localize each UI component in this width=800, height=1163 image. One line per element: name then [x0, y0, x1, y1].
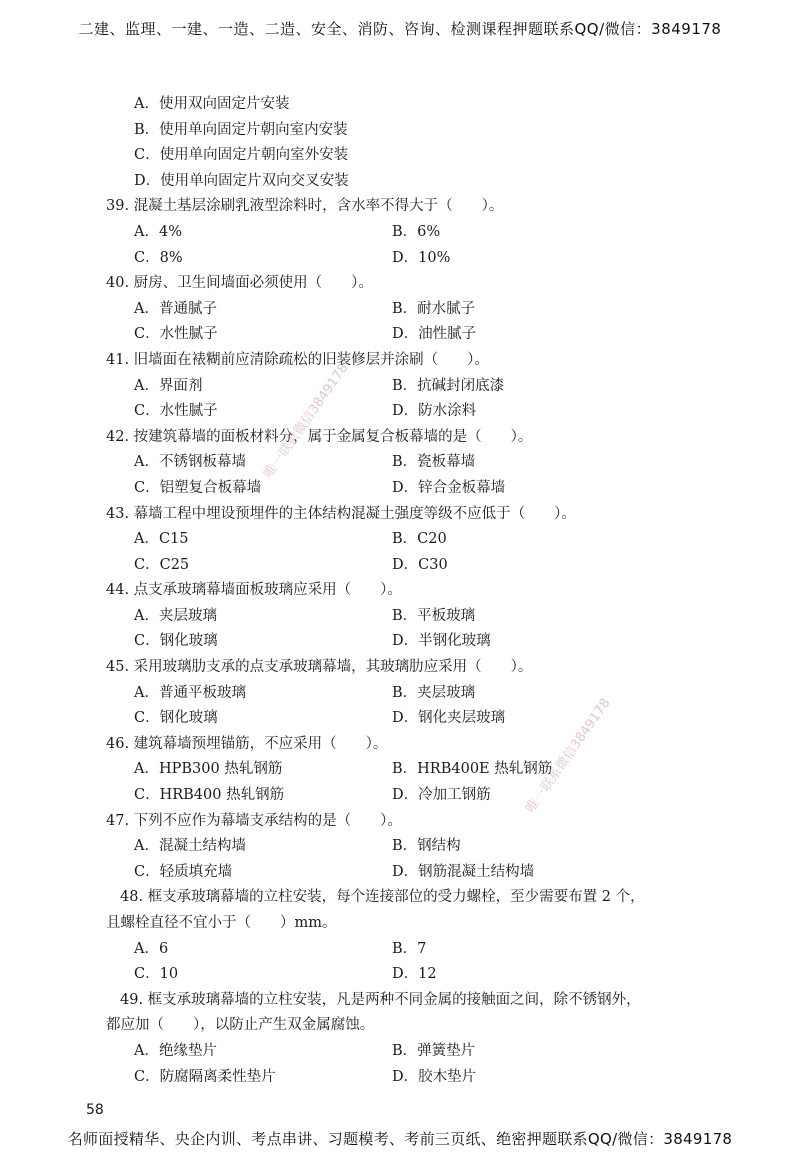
option-row [0, 706, 800, 732]
option-row [0, 629, 800, 655]
option-row [0, 476, 800, 502]
option-b: B．耐水腻子 [392, 300, 476, 317]
option-c: C．水性腻子 [134, 326, 218, 343]
option-a: A．界面剂 [134, 377, 203, 394]
question-stem-44: 44. 点支承玻璃幕墙面板玻璃应采用（ ）。 [106, 582, 402, 599]
page-number: 58 [86, 1102, 104, 1118]
option-b: B．弹簧垫片 [392, 1042, 476, 1059]
option-a: A．HPB300 热轧钢筋 [134, 761, 283, 778]
option-row [0, 322, 800, 348]
question-stem-41: 41. 旧墙面在裱糊前应清除疏松的旧装修层并涂刷（ ）。 [106, 351, 489, 368]
option-c: C．轻质填充墙 [134, 863, 233, 880]
option-a: A．6 [134, 940, 169, 957]
option-c: C．水性腻子 [134, 403, 218, 420]
option-b: B．7 [392, 940, 427, 957]
option-a: A．使用双向固定片安装 [134, 96, 290, 112]
option-b: B．6% [392, 223, 441, 240]
question-content [0, 92, 800, 1090]
option-a: A．4% [134, 223, 182, 240]
option-d: D．胶木垫片 [392, 1068, 477, 1085]
question-stem-49: 49. 框支承玻璃幕墙的立柱安装，凡是两种不同金属的接触面之间，除不锈钢外， [120, 991, 641, 1008]
question-stem-39: 39. 混凝土基层涂刷乳液型涂料时，含水率不得大于（ ）。 [106, 198, 504, 215]
option-b: B．C20 [392, 531, 447, 548]
option-c: C．8% [134, 249, 183, 266]
intro-option-row [0, 143, 800, 169]
question-stem-43: 43. 幕墙工程中埋设预埋件的主体结构混凝土强度等级不应低于（ ）。 [106, 505, 576, 522]
watermark: 唯一联系微信3849178 [261, 360, 352, 481]
watermark: 唯一联系微信3849178 [523, 695, 614, 816]
question-stem-48: 48. 框支承玻璃幕墙的立柱安装，每个连接部位的受力螺栓，至少需要布置 2 个， [120, 889, 645, 906]
option-b: B．HRB400E 热轧钢筋 [392, 761, 553, 778]
option-a: A．不锈钢板幕墙 [134, 454, 246, 471]
question-stem-40: 40. 厨房、卫生间墙面必须使用（ ）。 [106, 275, 373, 292]
option-row [0, 604, 800, 630]
option-row [0, 297, 800, 323]
option-c: C．C25 [134, 556, 190, 573]
option-d: D．钢化夹层玻璃 [392, 710, 506, 727]
header-banner: 二建、监理、一建、一造、二造、安全、消防、咨询、检测课程押题联系QQ/微信：3849178 [78, 20, 722, 38]
option-a: A．C15 [134, 531, 189, 548]
option-b: B．抗碱封闭底漆 [392, 377, 505, 394]
option-c: C．钢化玻璃 [134, 710, 218, 727]
option-d: D．冷加工钢筋 [392, 787, 491, 804]
option-row [0, 374, 800, 400]
option-b: B．钢结构 [392, 838, 461, 855]
option-row [0, 757, 800, 783]
intro-option-row [0, 92, 800, 118]
option-d: D．10% [392, 249, 451, 266]
option-a: A．夹层玻璃 [134, 607, 217, 624]
option-row [0, 681, 800, 707]
option-row [0, 527, 800, 553]
question-stem-42: 42. 按建筑幕墙的面板材料分，属于金属复合板幕墙的是（ ）。 [106, 428, 533, 445]
question-stem-46: 46. 建筑幕墙预埋锚筋，不应采用（ ）。 [106, 735, 388, 752]
option-row [0, 1065, 800, 1091]
option-row [0, 937, 800, 963]
option-row [0, 783, 800, 809]
intro-option-row [0, 169, 800, 195]
option-a: A．混凝土结构墙 [134, 838, 246, 855]
option-c: C．HRB400 热轧钢筋 [134, 787, 285, 804]
option-row [0, 553, 800, 579]
question-stem-45: 45. 采用玻璃肋支承的点支承玻璃幕墙，其玻璃肋应采用（ ）。 [106, 659, 533, 676]
question-stem-48-cont: 且螺栓直径不宜小于（ ）mm。 [106, 915, 337, 931]
option-c: C．钢化玻璃 [134, 633, 218, 650]
question-stem-47: 47. 下列不应作为幕墙支承结构的是（ ）。 [106, 812, 402, 829]
option-row [0, 1039, 800, 1065]
option-d: D．油性腻子 [392, 326, 477, 343]
option-a: A．绝缘垫片 [134, 1042, 217, 1059]
option-c: C．铝塑复合板幕墙 [134, 479, 262, 496]
option-a: A．普通平板玻璃 [134, 684, 246, 701]
option-b: B．夹层玻璃 [392, 684, 476, 701]
option-row [0, 834, 800, 860]
option-row [0, 246, 800, 272]
option-row [0, 962, 800, 988]
option-c: C．使用单向固定片朝向室外安装 [134, 147, 349, 164]
option-c: C．10 [134, 966, 179, 983]
option-d: D．防水涂料 [392, 403, 477, 420]
option-d: D．12 [392, 966, 437, 983]
question-stem-49-cont: 都应加（ ），以防止产生双金属腐蚀。 [106, 1017, 375, 1034]
option-d: D．使用单向固定片双向交叉安装 [134, 172, 349, 189]
option-row [0, 450, 800, 476]
option-b: B．平板玻璃 [392, 607, 476, 624]
option-b: B．瓷板幕墙 [392, 454, 476, 471]
option-row [0, 860, 800, 886]
option-d: D．钢筋混凝土结构墙 [392, 863, 535, 880]
option-d: D．锌合金板幕墙 [392, 479, 506, 496]
option-b: B．使用单向固定片朝向室内安装 [134, 121, 348, 138]
option-a: A．普通腻子 [134, 300, 217, 317]
option-d: D．半钢化玻璃 [392, 633, 491, 650]
option-d: D．C30 [392, 556, 448, 573]
footer-banner: 名师面授精华、央企内训、考点串讲、习题模考、考前三页纸、绝密押题联系QQ/微信：3849178 [67, 1130, 733, 1148]
intro-option-row [0, 118, 800, 144]
option-row [0, 399, 800, 425]
option-row [0, 220, 800, 246]
option-c: C．防腐隔离柔性垫片 [134, 1068, 276, 1085]
